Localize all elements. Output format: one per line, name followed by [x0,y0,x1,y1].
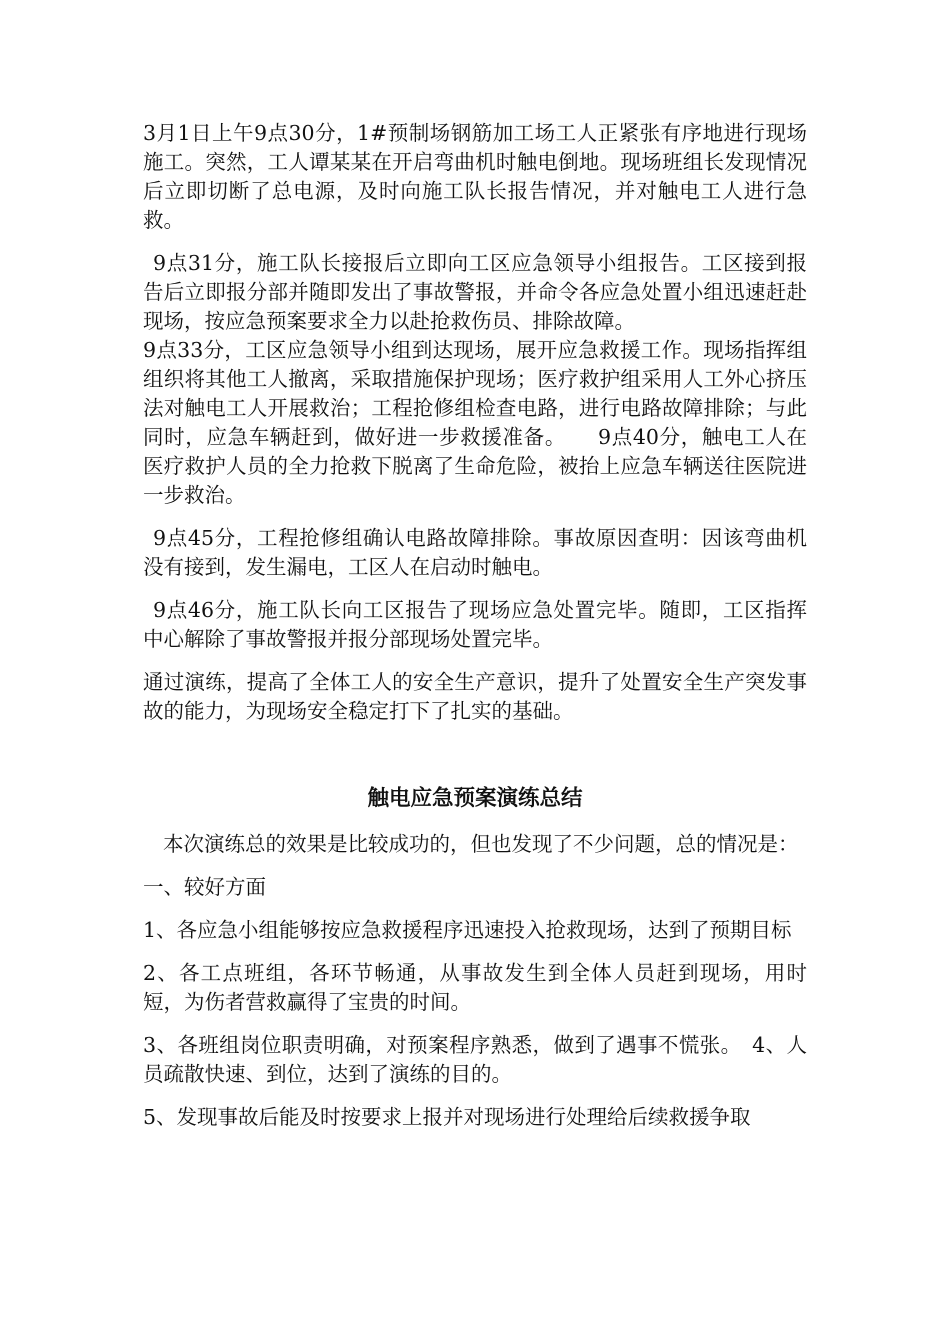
document-body [143,119,807,1146]
paragraph-complete-946: 9点46分，施工队长向工区报告了现场应急处置完毕。随即，工区指挥中心解除了事故警报并报分部现场处置完毕。 [143,598,807,651]
paragraph-repair-945: 9点45分，工程抢修组确认电路故障排除。事故原因查明：因该弯曲机没有接到，发生漏电，工区人在启动时触电。 [143,526,807,579]
paragraph-incident-start: 3月1日上午9点30分，1#预制场钢筋加工场工人正紧张有序地进行现场施工。突然，工人谭某某在开启弯曲机时触电倒地。现场班组长发现情况后立即切断了总电源，及时向施工队长报告情况，并对触电工人进行急救。 [143,121,807,232]
list-item-5: 5、发现事故后能及时按要求上报并对现场进行处理给后续救援争取 [143,1105,751,1129]
list-item-3-4: 3、各班组岗位职责明确，对预案程序熟悉，做到了遇事不慌张。 4、人员疏散快速、到位，达到了演练的目的。 [143,1033,807,1086]
paragraph-rescue-933: 9点33分，工区应急领导小组到达现场，展开应急救援工作。现场指挥组组织将其他工人撤离，采取措施保护现场；医疗救护组采用人工外心挤压法对触电工人开展救治；工程抢修组检查电路，进行电路故障排除；与此同时，应急车辆赶到，做好进一步救援准备。 9点40分，触电工人在医疗救护人员的全力抢救下脱离了生命危险，被抬上应急车辆送往医院进一步救治。 [143,338,807,507]
paragraph-report-931: 9点31分，施工队长接报后立即向工区应急领导小组报告。工区接到报告后立即报分部并随即发出了事故警报，并命令各应急处置小组迅速赶赴现场，按应急预案要求全力以赴抢救伤员、排除故障。 [143,251,807,333]
paragraph-drill-result: 通过演练，提高了全体工人的安全生产意识，提升了处置安全生产突发事故的能力，为现场安全稳定打下了扎实的基础。 [143,670,807,723]
paragraph-summary-intro: 本次演练总的效果是比较成功的，但也发现了不少问题，总的情况是： [163,832,799,856]
list-item-1: 1、各应急小组能够按应急救援程序迅速投入抢救现场，达到了预期目标 [143,918,792,942]
section-heading-strengths: 一、较好方面 [143,875,266,899]
list-item-2: 2、各工点班组，各环节畅通，从事故发生到全体人员赶到现场，用时短，为伤者营救赢得了宝贵的时间。 [143,961,807,1014]
summary-title: 触电应急预案演练总结 [367,786,583,811]
